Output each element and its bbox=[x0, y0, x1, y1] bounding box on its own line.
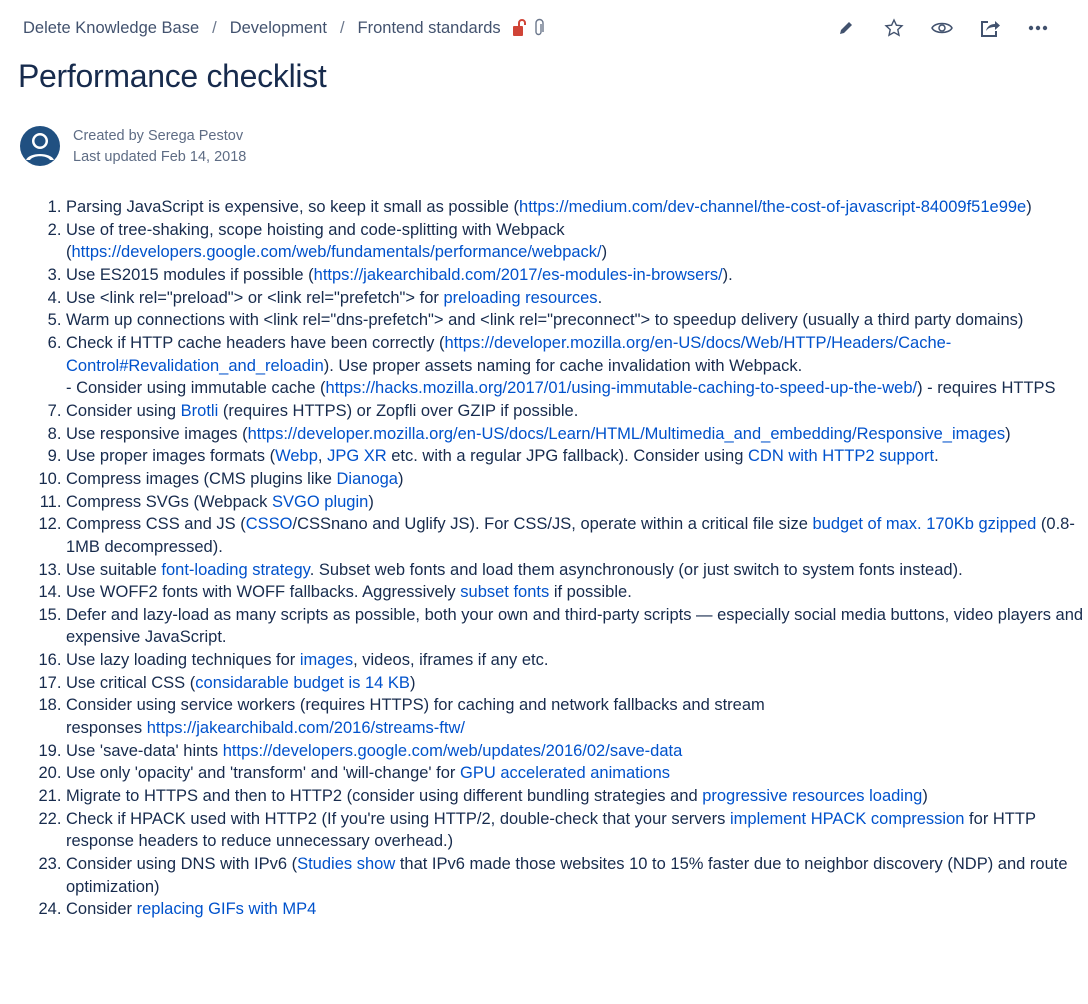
item-text: ( bbox=[66, 243, 72, 262]
item-link[interactable]: https://developers.google.com/web/updates/2016/02/save-data bbox=[222, 741, 683, 760]
item-link[interactable]: Studies show bbox=[297, 855, 396, 874]
breadcrumb-frontend-standards[interactable]: Frontend standards bbox=[357, 18, 501, 37]
eye-icon[interactable] bbox=[930, 16, 954, 40]
item-link[interactable]: progressive resources loading bbox=[702, 787, 923, 806]
item-text: Warm up connections with <link rel="dns-prefetch"> and <link rel="preconnect"> to speedup delivery (usually a third party domains) bbox=[66, 311, 1024, 330]
item-link[interactable]: https://developers.google.com/web/fundamentals/performance/webpack/ bbox=[71, 243, 602, 262]
list-item bbox=[66, 400, 1088, 423]
item-text: Use suitable bbox=[66, 560, 162, 579]
item-text: responses bbox=[66, 719, 147, 738]
item-text: ). Use proper assets naming for cache invalidation with Webpack. bbox=[323, 356, 803, 375]
item-link[interactable]: replacing GIFs with MP4 bbox=[136, 900, 317, 919]
item-link[interactable]: SVGO plugin bbox=[272, 492, 369, 511]
list-item bbox=[66, 309, 1088, 332]
item-text: , videos, iframes if any etc. bbox=[353, 651, 549, 670]
item-text: ). bbox=[722, 265, 733, 284]
breadcrumb bbox=[23, 19, 545, 38]
item-text: that IPv6 made those websites 10 to 15% faster due to neighbor discovery (NDP) and route optimization) bbox=[66, 855, 1068, 896]
list-item bbox=[66, 740, 1088, 763]
item-text: Consider bbox=[66, 900, 137, 919]
item-text: . bbox=[597, 288, 603, 307]
item-text: Use responsive images ( bbox=[66, 424, 248, 443]
list-item bbox=[66, 491, 1088, 514]
list-item bbox=[66, 898, 1088, 921]
item-link[interactable]: https://developer.mozilla.org/en-US/docs/Learn/HTML/Multimedia_and_embedding/Responsive_images bbox=[247, 424, 1006, 443]
top-bar bbox=[23, 16, 1050, 40]
item-text: /CSSnano and Uglify JS). For CSS/JS, operate within a critical file size bbox=[292, 515, 813, 534]
created-by: Created by Serega Pestov bbox=[73, 128, 244, 144]
item-text: ) bbox=[1026, 198, 1032, 216]
item-link[interactable]: font-loading strategy bbox=[161, 560, 310, 579]
list-item bbox=[66, 853, 1088, 898]
page-title: Performance checklist bbox=[18, 58, 327, 94]
item-text: ) bbox=[922, 787, 928, 806]
item-text: Defer and lazy-load as many scripts as possible, both your own and third-party scripts — especially social media buttons, video players and expensive JavaScript. bbox=[66, 605, 1084, 647]
item-link[interactable]: https://hacks.mozilla.org/2017/01/using-immutable-caching-to-speed-up-the-web/ bbox=[325, 379, 918, 398]
item-text: if possible. bbox=[549, 583, 632, 602]
page-actions bbox=[834, 16, 1050, 40]
item-text: Use of tree-shaking, scope hoisting and code-splitting with Webpack bbox=[66, 220, 565, 239]
unlock-icon[interactable] bbox=[513, 19, 527, 37]
item-link[interactable]: budget of max. 170Kb gzipped bbox=[812, 515, 1037, 534]
last-updated: Last updated Feb 14, 2018 bbox=[73, 149, 247, 165]
item-text: - Consider using immutable cache ( bbox=[66, 379, 326, 398]
item-text: Check if HTTP cache headers have been correctly ( bbox=[66, 333, 445, 352]
item-text: Consider using bbox=[66, 401, 181, 420]
item-text: ) bbox=[1005, 424, 1011, 443]
item-text: Use <link rel="preload"> or <link rel="prefetch"> for bbox=[66, 288, 444, 307]
item-link[interactable]: implement HPACK compression bbox=[730, 809, 965, 828]
item-text: ) bbox=[368, 492, 374, 511]
item-text: ) bbox=[397, 469, 404, 488]
item-text: Use critical CSS ( bbox=[66, 673, 196, 692]
item-link[interactable]: https://jakearchibald.com/2017/es-modules-in-browsers/ bbox=[313, 265, 723, 284]
item-text: ) bbox=[601, 243, 608, 262]
pencil-icon[interactable] bbox=[834, 16, 858, 40]
avatar[interactable] bbox=[20, 126, 60, 166]
list-item bbox=[66, 672, 1088, 695]
item-text: Compress CSS and JS ( bbox=[66, 515, 246, 534]
list-item bbox=[66, 649, 1088, 672]
item-text: Use WOFF2 fonts with WOFF fallbacks. Aggressively bbox=[66, 583, 461, 602]
item-text: Consider using DNS with IPv6 ( bbox=[66, 855, 298, 874]
list-item bbox=[66, 423, 1088, 446]
item-link[interactable]: https://medium.com/dev-channel/the-cost-of-javascript-84009f51e99e bbox=[519, 198, 1027, 216]
list-item bbox=[66, 445, 1088, 468]
breadcrumb-separator: / bbox=[212, 18, 217, 37]
list-item bbox=[66, 694, 1088, 739]
item-link[interactable]: preloading resources bbox=[443, 288, 598, 307]
item-text: Check if HPACK used with HTTP2 (If you're using HTTP/2, double-check that your servers bbox=[66, 809, 731, 828]
list-item bbox=[66, 604, 1088, 649]
item-link[interactable]: Dianoga bbox=[336, 469, 398, 488]
item-text: Migrate to HTTPS and then to HTTP2 (consider using different bundling strategies and bbox=[66, 787, 703, 806]
checklist bbox=[27, 196, 1088, 921]
item-text: Compress images (CMS plugins like bbox=[66, 469, 337, 488]
list-item bbox=[66, 219, 1088, 264]
item-text: , bbox=[317, 447, 328, 466]
page-byline bbox=[20, 126, 246, 168]
item-text: Use ES2015 modules if possible ( bbox=[66, 265, 314, 284]
item-link[interactable]: Webp bbox=[275, 447, 318, 466]
item-text: ) bbox=[409, 673, 416, 692]
item-link[interactable]: subset fonts bbox=[460, 583, 550, 602]
breadcrumb-separator: / bbox=[339, 18, 345, 37]
item-text: . bbox=[934, 447, 939, 466]
item-text: . Subset web fonts and load them asynchronously (or just switch to system fonts instead). bbox=[309, 560, 963, 579]
item-text: for HTTP response headers to reduce unnecessary overhead.) bbox=[66, 809, 1036, 851]
list-item bbox=[66, 762, 1088, 785]
item-link[interactable]: Brotli bbox=[180, 401, 219, 420]
item-text: Consider using service workers (requires HTTPS) for caching and network fallbacks and stream bbox=[66, 696, 765, 715]
list-item bbox=[66, 468, 1088, 491]
item-text: Parsing JavaScript is expensive, so keep it small as possible ( bbox=[66, 198, 520, 216]
item-link[interactable]: https://jakearchibald.com/2016/streams-ftw/ bbox=[146, 719, 465, 738]
list-item bbox=[66, 559, 1088, 582]
item-text: (requires HTTPS) or Zopfli over GZIP if possible. bbox=[218, 401, 579, 420]
item-text: Compress SVGs (Webpack bbox=[66, 492, 273, 511]
breadcrumb-space[interactable]: Delete Knowledge Base bbox=[23, 18, 200, 37]
list-item bbox=[66, 264, 1088, 287]
item-link[interactable]: GPU accelerated animations bbox=[460, 764, 671, 783]
item-link[interactable]: JPG XR bbox=[327, 447, 387, 466]
list-item bbox=[66, 808, 1088, 853]
item-text: Use lazy loading techniques for bbox=[66, 651, 300, 670]
item-link[interactable]: images bbox=[299, 651, 354, 670]
item-link[interactable]: CSSO bbox=[245, 515, 293, 534]
list-item bbox=[66, 196, 1088, 219]
item-text: Use 'save-data' hints bbox=[66, 741, 223, 760]
list-item bbox=[66, 513, 1088, 558]
more-icon[interactable] bbox=[1026, 16, 1050, 40]
item-link[interactable]: CDN with HTTP2 support bbox=[748, 447, 935, 466]
item-text: (0.8-1MB decompressed). bbox=[66, 515, 1075, 556]
item-text: ) - requires HTTPS bbox=[917, 379, 1056, 398]
list-item bbox=[66, 785, 1088, 808]
item-text: Use only 'opacity' and 'transform' and 'will-change' for bbox=[66, 764, 461, 783]
share-icon[interactable] bbox=[978, 16, 1002, 40]
list-item bbox=[66, 332, 1088, 400]
item-link[interactable]: https://developer.mozilla.org/en-US/docs/Web/HTTP/Headers/Cache-Control#Revalidation_and_reloadin bbox=[66, 333, 952, 375]
star-icon[interactable] bbox=[882, 16, 906, 40]
list-item bbox=[66, 287, 1088, 310]
breadcrumb-development[interactable]: Development bbox=[229, 18, 327, 37]
item-text: Use proper images formats ( bbox=[66, 447, 276, 466]
item-text: etc. with a regular JPG fallback). Consider using bbox=[386, 447, 748, 466]
item-link[interactable]: considarable budget is 14 KB bbox=[195, 673, 410, 692]
list-item bbox=[66, 581, 1088, 604]
paperclip-icon[interactable] bbox=[533, 19, 545, 37]
